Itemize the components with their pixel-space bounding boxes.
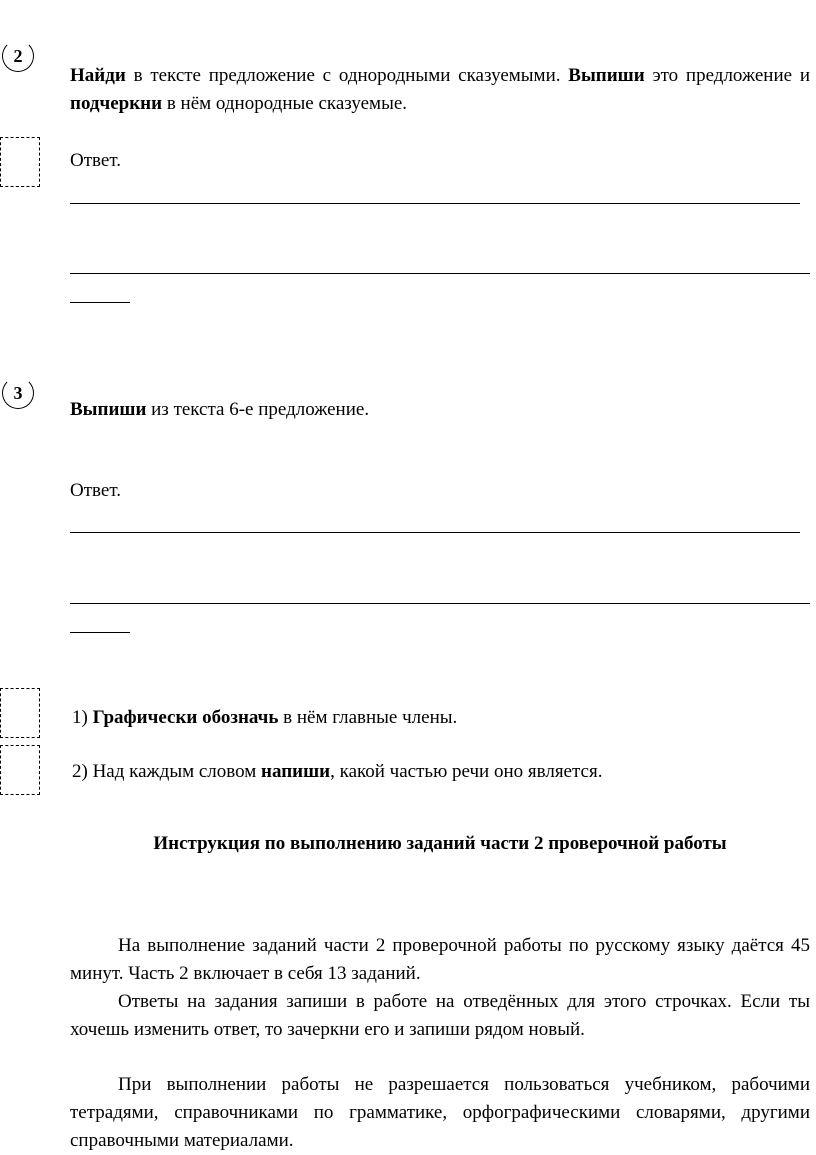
instruction-paragraph: На выполнение заданий части 2 проверочной работы по русскому языку даётся 45 минут. Часть 2 включает в себя 13 заданий. bbox=[70, 935, 810, 984]
task-3-text: Выпиши из текста 6-е предложение. bbox=[70, 399, 370, 420]
score-box bbox=[0, 688, 40, 738]
task-number-3: 3 bbox=[2, 377, 34, 409]
answer-line[interactable] bbox=[70, 603, 810, 604]
answer-label: Ответ. bbox=[70, 480, 121, 501]
answer-line[interactable] bbox=[70, 532, 800, 533]
answer-label: Ответ. bbox=[70, 150, 121, 171]
task-2-text: Найди в тексте предложение с однородными сказуемыми. Выпиши это предложение и подчеркни в нём однородные сказуемые. bbox=[70, 65, 810, 114]
instruction-paragraph: Ответы на задания запиши в работе на отведённых для этого строчках. Если ты хочешь изменить ответ, то зачеркни его и запиши рядом новый. bbox=[70, 991, 810, 1040]
answer-line[interactable] bbox=[70, 302, 130, 303]
answer-line[interactable] bbox=[70, 273, 810, 274]
subtask-1: 1) Графически обозначь в нём главные члены. bbox=[72, 707, 458, 728]
instruction-heading: Инструкция по выполнению заданий части 2 проверочной работы bbox=[153, 833, 727, 854]
answer-line[interactable] bbox=[70, 203, 800, 204]
score-box bbox=[0, 137, 40, 187]
subtask-2: 2) Над каждым словом напиши, какой частью речи оно является. bbox=[72, 761, 603, 782]
task-number-2: 2 bbox=[2, 40, 34, 72]
answer-line[interactable] bbox=[70, 632, 130, 633]
score-box bbox=[0, 745, 40, 795]
instruction-paragraph: При выполнении работы не разрешается пользоваться учебником, рабочими тетрадями, справочниками по грамматике, орфографическими словарями, другими справочными материалами. bbox=[70, 1074, 810, 1151]
